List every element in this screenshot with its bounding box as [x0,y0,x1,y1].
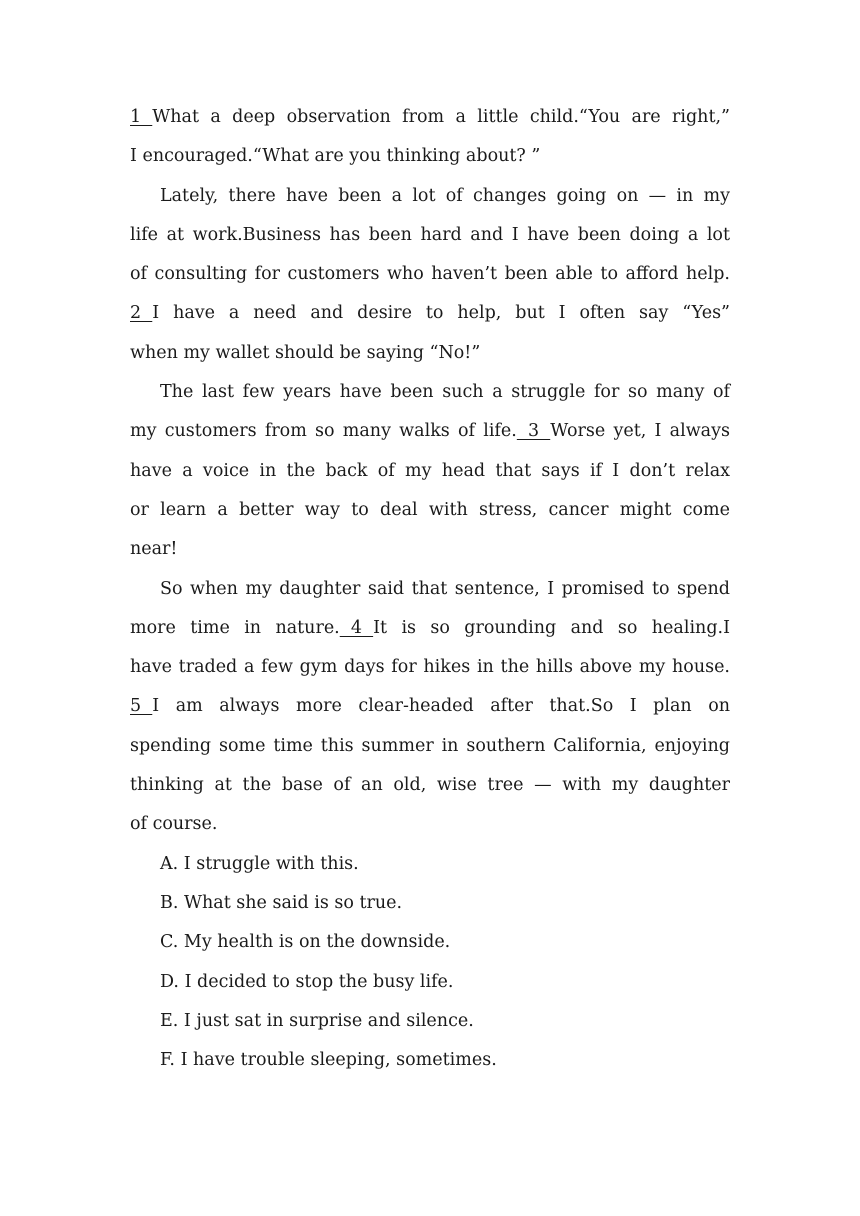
option-item [130,963,730,1002]
line-text-after: Worse yet, I always [550,421,730,442]
line-text: have a voice in the back of my head that says if I don’t relax [130,460,730,481]
paragraph-1 [130,98,730,177]
line-text: or learn a better way to deal with stress, cancer might come [130,499,730,520]
text-line [130,727,730,766]
text-line [130,530,730,569]
line-text: The last few years have been such a struggle for so many of [160,382,730,403]
text-line [130,648,730,687]
option-letter: A. [160,853,179,874]
option-text: I decided to stop the busy life. [184,971,454,992]
line-text: have traded a few gym days for hikes in the hills above my house. [130,657,730,678]
line-text: I encouraged.“What are you thinking about? ” [130,146,541,167]
option-letter: E. [160,1010,179,1031]
option-text: I struggle with this. [183,853,359,874]
line-text: spending some time this summer in southern California, enjoying [130,735,730,756]
option-text: I have trouble sleeping, sometimes. [180,1050,497,1071]
answer-blank: 4 [339,617,374,638]
text-line [130,687,730,726]
line-text-after: It is so grounding and so healing.I [373,617,730,638]
text-line [130,412,730,451]
line-text: more time in nature. [130,617,340,638]
options-list [130,845,730,1081]
text-line [130,98,730,137]
document-body [130,98,730,1080]
text-line [130,570,730,609]
paragraph-3 [130,373,730,569]
answer-blank: 2 [130,303,153,324]
line-text: when my wallet should be saying “No!” [130,342,481,363]
paragraph-4 [130,570,730,845]
option-item [130,923,730,962]
option-item [130,1002,730,1041]
line-text: Lately, there have been a lot of changes going on — in my [160,185,730,206]
answer-blank: 1 [130,107,153,127]
line-text: So when my daughter said that sentence, I promised to spend [160,578,730,599]
line-text: I am always more clear-headed after that.So I plan on [152,696,730,717]
line-text: my customers from so many walks of life. [130,421,517,442]
line-text: What a deep observation from a little child.“You are right,” [152,107,730,127]
text-line [130,766,730,805]
answer-blank: 5 [130,696,153,717]
line-text: near! [130,539,178,560]
line-text: I have a need and desire to help, but I often say “Yes” [152,303,730,324]
option-text: What she said is so true. [184,892,403,913]
text-line [130,334,730,373]
option-letter: D. [160,971,179,992]
line-text: of course. [130,814,218,835]
text-line [130,491,730,530]
text-line [130,609,730,648]
option-text: I just sat in surprise and silence. [183,1010,474,1031]
option-item [130,1041,730,1080]
text-line [130,294,730,333]
option-item [130,884,730,923]
option-letter: F. [160,1050,175,1071]
option-letter: C. [160,932,179,953]
option-item [130,845,730,884]
text-line [130,255,730,294]
line-text: life at work.Business has been hard and I have been doing a lot [130,224,730,245]
text-line [130,177,730,216]
line-text: thinking at the base of an old, wise tree — with my daughter [130,775,730,796]
text-line [130,805,730,844]
text-line [130,373,730,412]
passage [130,98,730,845]
text-line [130,216,730,255]
option-letter: B. [160,892,179,913]
option-text: My health is on the downside. [183,932,451,953]
text-line [130,137,730,176]
answer-blank: 3 [516,421,551,442]
paragraph-2 [130,177,730,373]
line-text: of consulting for customers who haven’t been able to afford help. [130,264,730,285]
text-line [130,452,730,491]
